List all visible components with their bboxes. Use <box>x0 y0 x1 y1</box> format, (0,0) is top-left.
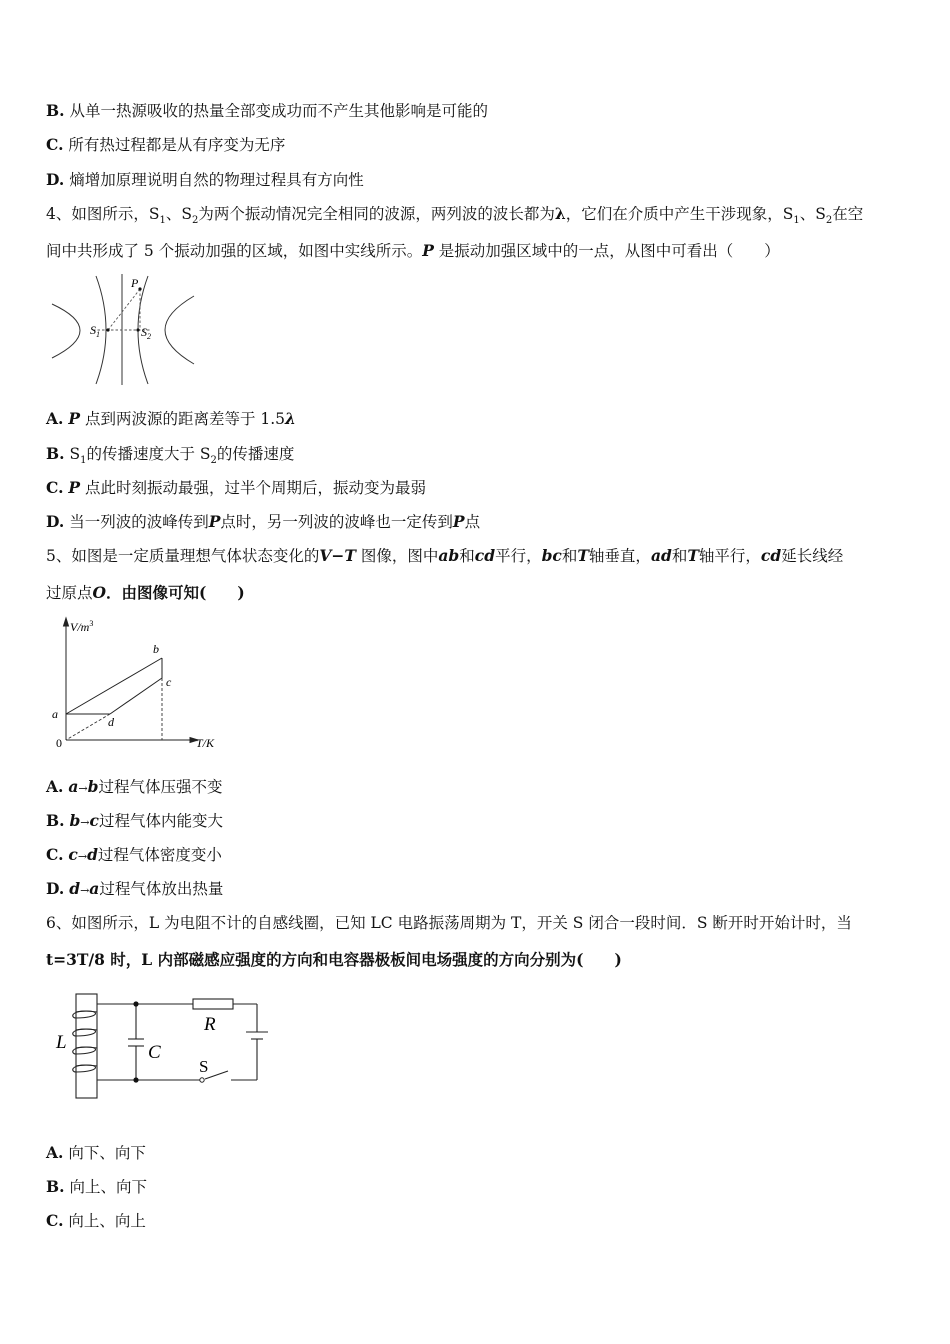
q6-option-a <box>46 1142 146 1164</box>
state-from: b <box>69 811 81 830</box>
label-s: S <box>199 1057 209 1076</box>
option-text: 过程气体密度变小 <box>97 846 222 864</box>
point-p: P <box>208 512 221 531</box>
label-r: R <box>204 1014 216 1035</box>
stem-text: 、S <box>165 205 192 223</box>
stem-text: 平行， <box>495 547 542 565</box>
q5-option-b <box>46 810 223 834</box>
subscript: 2 <box>191 215 199 227</box>
point-a-label: a <box>52 707 58 721</box>
point-p: P <box>422 241 434 260</box>
lambda-symbol: λ <box>554 204 566 223</box>
stem-text: 和 <box>561 547 578 565</box>
stem-text: 和 <box>459 547 475 565</box>
q4-option-a <box>46 408 296 430</box>
arrow: → <box>80 816 90 829</box>
segment-ab: ab <box>438 546 460 565</box>
arrow: → <box>78 782 88 795</box>
option-letter: B. <box>46 1177 65 1196</box>
state-to: a <box>89 879 100 898</box>
option-text: 过程气体内能变大 <box>98 812 223 830</box>
label-s1: $S_1$ <box>90 323 100 339</box>
stem-text: 在空 <box>832 205 864 223</box>
segment-cd: cd <box>760 546 782 565</box>
subscript: 1 <box>80 455 87 467</box>
option-text: 熵增加原理说明自然的物理过程具有方向性 <box>69 171 364 189</box>
option-text: S <box>69 445 81 463</box>
option-letter: A. <box>46 1143 64 1162</box>
stem-text: 延长线经 <box>781 547 844 565</box>
option-letter: A. <box>46 409 64 428</box>
state-from: c <box>68 845 78 864</box>
segment-ad: ad <box>650 546 672 565</box>
junction-top <box>133 1001 138 1006</box>
option-text: 点到两波源的距离差等于 1.5 <box>80 410 286 428</box>
origin-o: O <box>92 583 107 602</box>
q4-option-b <box>46 443 294 472</box>
origin-label: 0 <box>56 736 62 750</box>
segment-bc: bc <box>541 546 562 565</box>
q5-stem-line1 <box>46 545 843 567</box>
option-letter: D. <box>46 512 65 531</box>
stem-text: 间中共形成了 5 个振动加强的区域，如图中实线所示。 <box>46 242 423 260</box>
segment-ab <box>66 658 162 714</box>
option-text: 向上、向上 <box>68 1212 146 1230</box>
q3-option-d <box>46 169 364 191</box>
label-p: P <box>131 276 139 290</box>
t-axis: T <box>687 546 699 565</box>
option-letter: C. <box>46 1211 64 1230</box>
subscript: 2 <box>825 215 833 227</box>
option-text: 从单一热源吸收的热量全部变成功而不产生其他影响是可能的 <box>69 102 488 120</box>
left-hyperbola-outer <box>52 304 80 358</box>
option-letter: C. <box>46 135 64 154</box>
subscript: 1 <box>793 215 800 227</box>
stem-text: 轴平行， <box>698 547 761 565</box>
option-text: 过程气体放出热量 <box>99 880 224 898</box>
t-axis: T <box>577 546 589 565</box>
option-letter: B. <box>46 101 65 120</box>
state-from: d <box>69 879 81 898</box>
q4-interference-figure <box>48 272 198 388</box>
q5-vt-graph <box>48 616 228 756</box>
q5-option-d <box>46 878 223 902</box>
option-letter: D. <box>46 170 65 189</box>
option-text: 向上、向下 <box>69 1178 147 1196</box>
point-p: P <box>68 478 81 497</box>
stem-text: 是振动加强区域中的一点，从图中可看出（ ） <box>433 242 780 260</box>
path-s1-to-p <box>108 289 140 330</box>
stem-text: 为两个振动情况完全相同的波源，两列波的波长都为 <box>198 205 555 223</box>
q6-stem-line2: t=3T/8 时，L 内部磁感应强度的方向和电容器极板间电场强度的方向分别为( ) <box>46 950 622 969</box>
option-text: 点时，另一列波的波峰也一定传到 <box>220 513 453 531</box>
subscript: 2 <box>210 455 217 467</box>
junction-bottom <box>133 1077 138 1082</box>
option-text: 所有热过程都是从有序变为无序 <box>68 136 286 154</box>
switch-contact <box>200 1078 204 1082</box>
option-letter: C. <box>46 478 64 497</box>
state-to: b <box>87 777 99 796</box>
q4-stem-line1 <box>46 203 863 232</box>
right-hyperbola-outer <box>165 296 194 364</box>
lambda-symbol: λ <box>285 409 296 428</box>
stem-text: 和 <box>671 547 688 565</box>
stem-text: ．由图像可知( ) <box>106 583 245 602</box>
point-b-label: b <box>153 642 159 656</box>
arrow: → <box>77 850 88 863</box>
q6-option-b <box>46 1176 147 1198</box>
option-text: 的传播速度 <box>216 445 295 463</box>
q4-stem-line2 <box>46 240 780 262</box>
stem-text: 过原点 <box>46 584 93 602</box>
vt-symbol: V−T <box>319 546 356 565</box>
point-p: P <box>452 512 465 531</box>
v-axis-arrow <box>64 618 69 626</box>
label-l: L <box>56 1032 67 1053</box>
stem-text: 图像，图中 <box>355 547 439 565</box>
option-letter: B. <box>46 811 65 830</box>
t-axis-label: T/K <box>196 736 215 750</box>
resistor <box>193 999 233 1009</box>
label-s2: $S_2$ <box>141 325 151 341</box>
q4-option-d <box>46 511 480 533</box>
cd-extension <box>66 714 110 740</box>
option-text: 过程气体压强不变 <box>98 778 223 796</box>
option-text: 当一列波的波峰传到 <box>69 513 209 531</box>
segment-cd: cd <box>474 546 496 565</box>
q3-option-b <box>46 100 488 122</box>
stem-text: 4、如图所示，S <box>46 205 160 223</box>
q5-option-c <box>46 844 222 868</box>
source-s2-dot <box>136 328 139 331</box>
point-p-dot <box>138 287 141 290</box>
option-letter: C. <box>46 845 64 864</box>
state-to: c <box>89 811 99 830</box>
stem-text: 5、如图是一定质量理想气体状态变化的 <box>46 547 320 565</box>
option-letter: B. <box>46 444 65 463</box>
option-text: 的传播速度大于 S <box>86 445 211 463</box>
option-text: 点此时刻振动最强，过半个周期后，振动变为最弱 <box>80 479 426 497</box>
point-c-label: c <box>166 675 172 689</box>
q3-option-c <box>46 134 285 156</box>
state-to: d <box>87 845 98 864</box>
stem-text: 、S <box>799 205 826 223</box>
inductor-core <box>76 994 97 1098</box>
arrow: → <box>80 884 90 897</box>
option-letter: D. <box>46 879 65 898</box>
source-s1-dot <box>106 328 109 331</box>
stem-text: 轴垂直， <box>588 547 651 565</box>
subscript: 1 <box>159 215 166 227</box>
stem-text: ，它们在介质中产生干涉现象，S <box>565 205 794 223</box>
label-c: C <box>148 1042 161 1063</box>
inductor-coil-front <box>76 1011 96 1072</box>
option-text: 向下、向下 <box>68 1144 146 1162</box>
q6-option-c <box>46 1210 146 1232</box>
q6-stem-line1: 6、如图所示，L 为电阻不计的自感线圈，已知 LC 电路振荡周期为 T，开关 S 闭合一段时间．S 断开时开始计时，当 <box>46 914 852 932</box>
point-p: P <box>68 409 81 428</box>
point-d-label: d <box>108 715 114 729</box>
q6-circuit-figure <box>50 990 280 1105</box>
state-from: a <box>68 777 79 796</box>
v-axis-label: $V/m^3$ <box>70 619 94 634</box>
q5-option-a <box>46 776 223 800</box>
q4-option-c <box>46 477 426 499</box>
option-letter: A. <box>46 777 64 796</box>
option-text: 点 <box>464 513 481 531</box>
q5-stem-line2 <box>46 582 245 604</box>
